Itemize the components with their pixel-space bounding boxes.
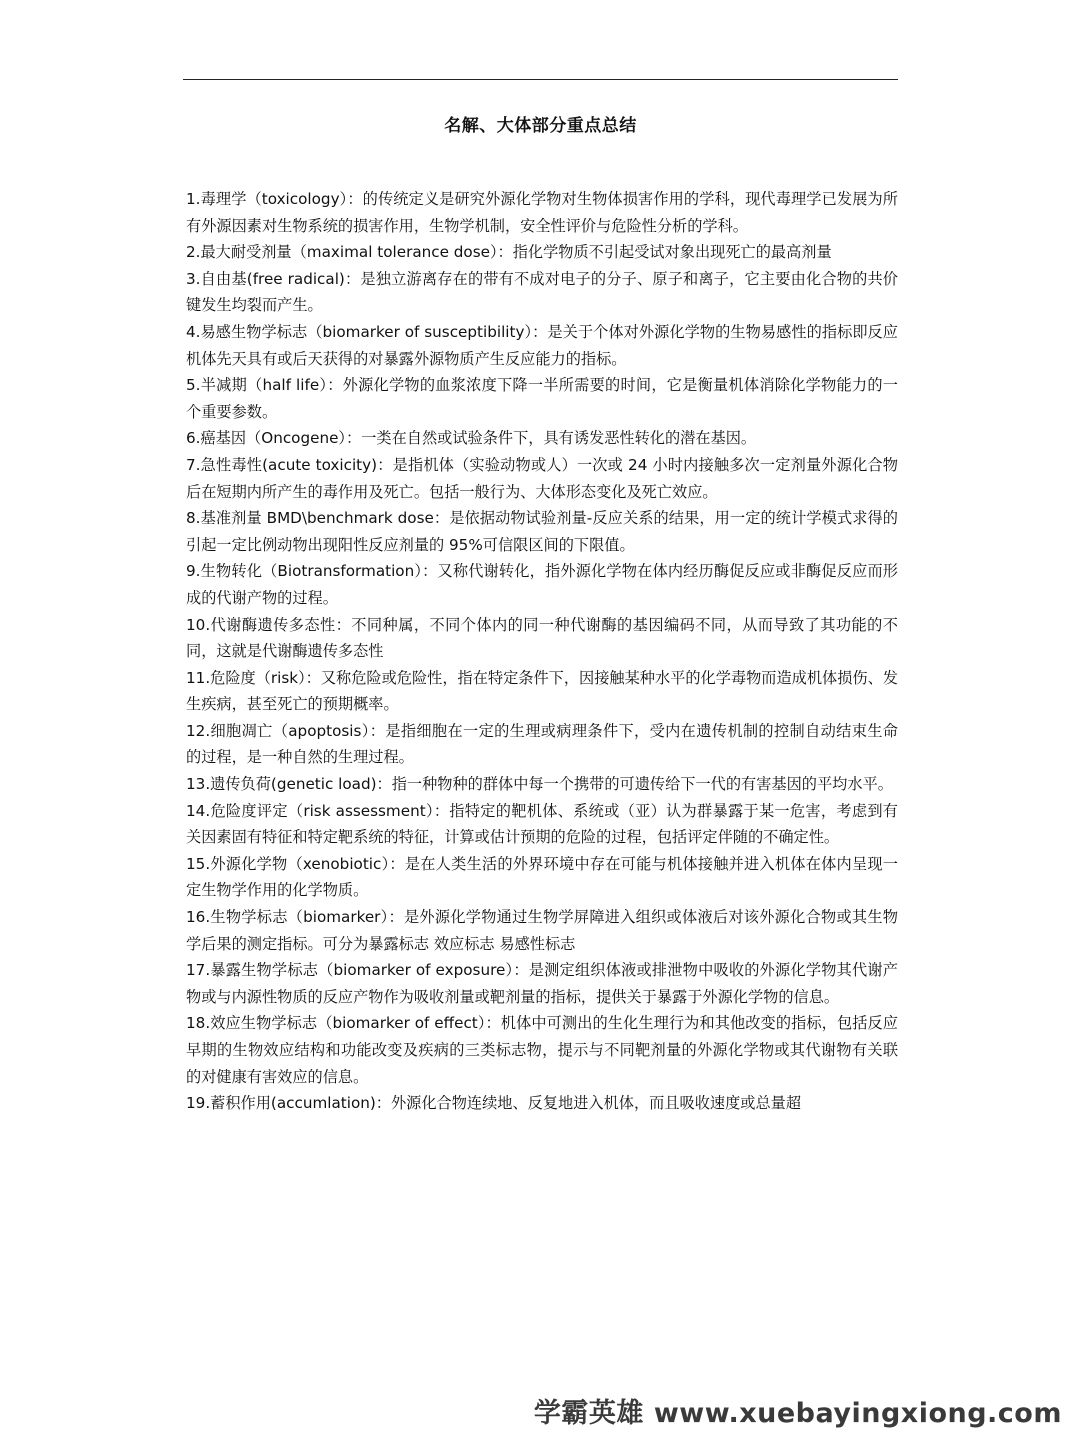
definition-entry: 12.细胞凋亡（apoptosis）：是指细胞在一定的生理或病理条件下，受内在遗传机制的控制自动结束生命的过程，是一种自然的生理过程。: [186, 721, 898, 767]
definition-entry: 17.暴露生物学标志（biomarker of exposure）：是测定组织体液或排泄物中吸收的外源化学物其代谢产物或与内源性物质的反应产物作为吸收剂量或靶剂量的指标，提供关于暴露于外源化学物的信息。: [186, 961, 898, 1006]
definition-entry: 1.毒理学（toxicology）：的传统定义是研究外源化学物对生物体损害作用的学科，现代毒理学已发展为所有外源因素对生物系统的损害作用，生物学机制，安全性评价与危险性分析的学科。: [186, 190, 898, 235]
definition-entry: 18.效应生物学标志（biomarker of effect）：机体中可测出的生化生理行为和其他改变的指标，包括反应早期的生物效应结构和功能改变及疾病的三类标志物，提示与不同靶剂量的外源化学物或其代谢物有关联的对健康有害效应的信息。: [186, 1014, 898, 1086]
definition-entry: 6.癌基因（Oncogene）：一类在自然或试验条件下，具有诱发恶性转化的潜在基因。: [186, 429, 757, 448]
watermark: [534, 1391, 1062, 1430]
document-title: 名解、大体部分重点总结: [444, 116, 637, 136]
definition-entry: 2.最大耐受剂量（maximal tolerance dose）：指化学物质不引起受试对象出现死亡的最高剂量: [186, 243, 832, 262]
definition-entry: 13.遗传负荷(genetic load)：指一种物种的群体中每一个携带的可遗传给下一代的有害基因的平均水平。: [186, 775, 893, 794]
watermark-url: www.xuebayingxiong.com: [653, 1398, 1062, 1429]
definition-entry: 5.半减期（half life）：外源化学物的血浆浓度下降一半所需要的时间，它是衡量机体消除化学物能力的一个重要参数。: [186, 376, 898, 421]
definition-entry: 4.易感生物学标志（biomarker of susceptibility）：是关于个体对外源化学物的生物易感性的指标即反应机体先天具有或后天获得的对暴露外源物质产生反应能力的指标。: [186, 322, 898, 368]
header-rule: [183, 79, 898, 80]
definition-entry: 9.生物转化（Biotransformation）：又称代谢转化，指外源化学物在体内经历酶促反应或非酶促反应而形成的代谢产物的过程。: [186, 562, 898, 607]
definition-entry: 16.生物学标志（biomarker）：是外源化学物通过生物学屏障进入组织或体液后对该外源化合物或其生物学后果的测定指标。可分为暴露标志 效应标志 易感性标志: [186, 908, 898, 953]
definition-entry: 7.急性毒性(acute toxicity)：是指机体（实验动物或人）一次或 24 小时内接触多次一定剂量外源化合物后在短期内所产生的毒作用及死亡。包括一般行为、大体形态变化及死亡效应。: [186, 455, 898, 501]
definition-entry: 10.代谢酶遗传多态性：不同种属，不同个体内的同一种代谢酶的基因编码不同，从而导致了其功能的不同，这就是代谢酶遗传多态性: [186, 615, 898, 661]
definition-entry: 15.外源化学物（xenobiotic）：是在人类生活的外界环境中存在可能与机体接触并进入机体在体内呈现一定生物学作用的化学物质。: [186, 854, 898, 900]
definition-entry: 3.自由基(free radical)：是独立游离存在的带有不成对电子的分子、原子和离子，它主要由化合物的共价键发生均裂而产生。: [186, 269, 898, 315]
definition-entry: 14.危险度评定（risk assessment）：指特定的靶机体、系统或（亚）认为群暴露于某一危害，考虑到有关因素固有特征和特定靶系统的特征，计算或估计预期的危险的过程，包括评定伴随的不确定性。: [186, 801, 898, 847]
definition-list: [186, 186, 898, 1117]
definition-entry: 19.蓄积作用(accumlation)：外源化合物连续地、反复地进入机体，而且吸收速度或总量超: [186, 1094, 802, 1113]
definition-entry: 8.基准剂量 BMD\benchmark dose：是依据动物试验剂量-反应关系的结果，用一定的统计学模式求得的引起一定比例动物出现阳性反应剂量的 95%可信限区间的下限值。: [186, 509, 898, 554]
watermark-brand: 学霸英雄: [533, 1398, 644, 1429]
definition-entry: 11.危险度（risk）：又称危险或危险性，指在特定条件下，因接触某种水平的化学毒物而造成机体损伤、发生疾病，甚至死亡的预期概率。: [186, 668, 898, 714]
